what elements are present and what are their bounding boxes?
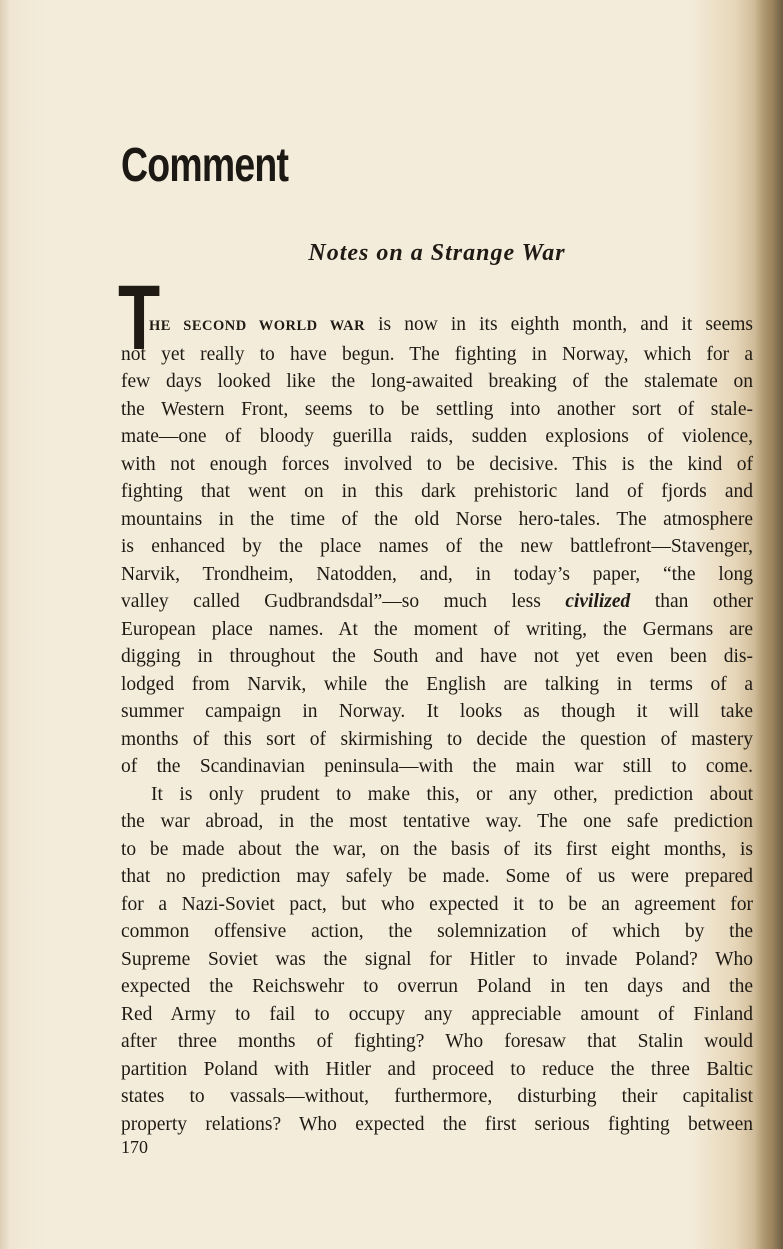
text-line (121, 311, 753, 341)
text-line: few days looked like the long-awaited breaking of the stalemate on (121, 371, 753, 392)
text-line: fighting that went on in this dark prehistoric land of fjords and (121, 481, 753, 502)
text-line: for a Nazi-Soviet pact, but who expected it to be an agreement for (121, 893, 753, 915)
text-line: is enhanced by the place names of the new battlefront—Stavenger, (121, 536, 753, 557)
text-line: mate—one of bloody guerilla raids, sudden explosions of violence, (121, 426, 753, 447)
text-line: the Western Front, seems to be settling into another sort of stale- (121, 398, 753, 420)
text-line: Narvik, Trondheim, Natodden, and, in today’s paper, “the long (121, 563, 753, 585)
smallcaps-lead: HE SECOND WORLD WAR (149, 318, 366, 334)
text-line: months of this sort of skirmishing to decide the question of mastery (121, 728, 753, 750)
paragraph-1 (121, 311, 753, 781)
text-line: states to vassals—without, furthermore, disturbing their capitalist (121, 1086, 753, 1107)
text-line: after three months of fighting? Who foresaw that Stalin would (121, 1031, 753, 1052)
page-number: 170 (121, 1137, 148, 1157)
line-text: valley called Gudbrandsdal”—so much less (121, 591, 566, 612)
text-line: common offensive action, the solemnization of which by the (121, 921, 753, 942)
text-line: that no prediction may safely be made. Some of us were prepared (121, 866, 753, 887)
text-line: not yet really to have begun. The fighting in Norway, which for a (121, 343, 753, 365)
text-line: property relations? Who expected the first serious fighting between (121, 1113, 753, 1135)
text-line: mountains in the time of the old Norse hero-tales. The atmosphere (121, 508, 753, 530)
page-binding-shadow (755, 0, 783, 1249)
text-line (121, 588, 753, 616)
page-left-edge-shadow (0, 0, 10, 1249)
article-body (121, 311, 753, 1138)
paragraph-2 (121, 781, 753, 1139)
text-line: expected the Reichswehr to overrun Poland in ten days and the (121, 976, 753, 997)
text-line: to be made about the war, on the basis of its first eight months, is (121, 838, 753, 860)
text-line: lodged from Narvik, while the English are talking in terms of a (121, 673, 753, 695)
line-text: than other (630, 591, 753, 612)
article-title: Notes on a Strange War (308, 240, 566, 266)
text-line: partition Poland with Hitler and proceed to reduce the three Baltic (121, 1058, 753, 1080)
text-line: Supreme Soviet was the signal for Hitler to invade Poland? Who (121, 948, 753, 970)
text-line: It is only prudent to make this, or any other, prediction about (151, 783, 753, 805)
text-line: of the Scandinavian peninsula—with the main war still to come. (121, 756, 753, 777)
text-line: Red Army to fail to occupy any appreciable amount of Finland (121, 1003, 753, 1025)
text-line: with not enough forces involved to be decisive. This is the kind of (121, 453, 753, 475)
section-heading: Comment (121, 139, 289, 192)
line-text: is now in its eighth month, and it seems (365, 314, 753, 335)
text-line: digging in throughout the South and have not yet even been dis- (121, 646, 753, 667)
text-line: the war abroad, in the most tentative way. The one safe prediction (121, 811, 753, 832)
drop-cap: T (118, 267, 161, 369)
text-line: summer campaign in Norway. It looks as though it will take (121, 701, 753, 722)
text-line: European place names. At the moment of writing, the Germans are (121, 618, 753, 640)
italic-word: civilized (565, 591, 631, 612)
